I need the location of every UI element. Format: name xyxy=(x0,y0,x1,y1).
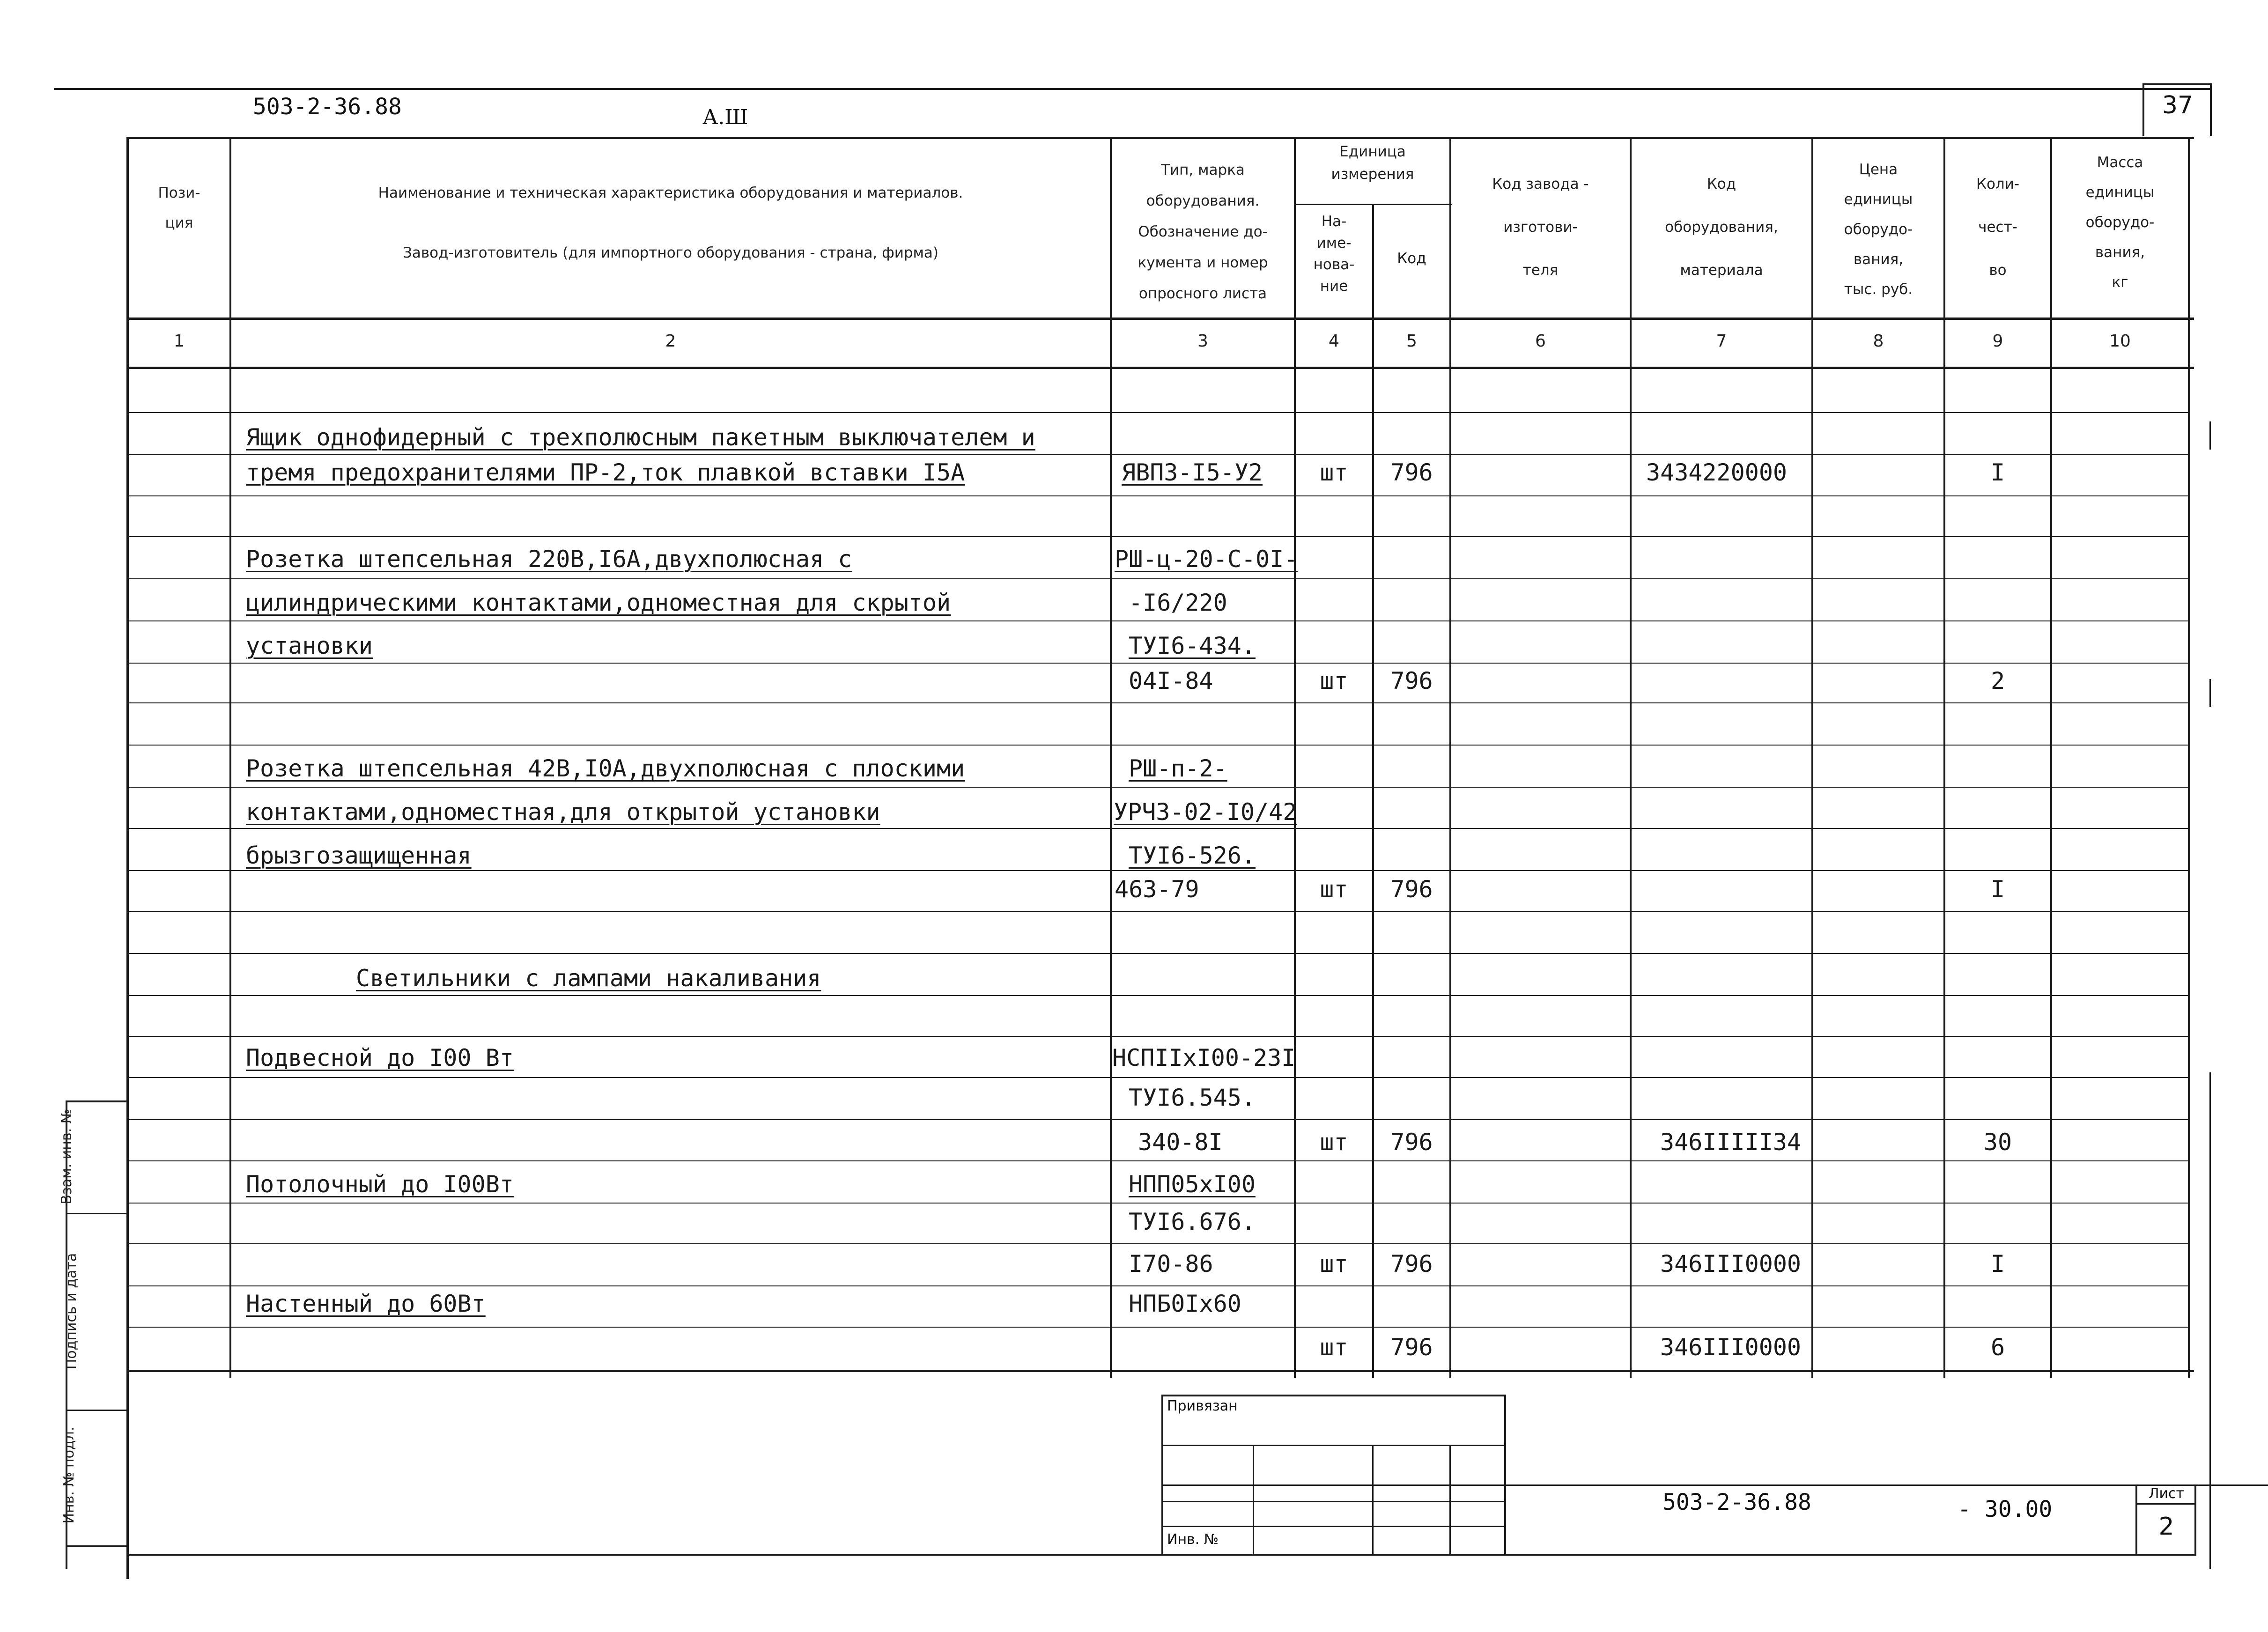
item-qty: I xyxy=(1990,459,2005,486)
item-name: Настенный до 60Вт xyxy=(246,1290,486,1317)
col-line-3 xyxy=(1294,137,1296,1378)
col-header-mass: Масса единицы оборудо- вания, кг xyxy=(2085,154,2155,291)
row-line xyxy=(129,870,2188,871)
margin-vzam: Взам. инв. № xyxy=(59,1109,75,1204)
col-number: 2 xyxy=(665,332,676,351)
row-line xyxy=(129,663,2188,664)
item-name: Розетка штепсельная 220В,I6А,двухполюсная с xyxy=(246,546,852,573)
col-header-unit-code: Код xyxy=(1397,250,1426,267)
stamp-sheet-label: Лист xyxy=(2148,1485,2185,1502)
row-line xyxy=(129,745,2188,746)
stamp-row-line xyxy=(1161,1484,2268,1486)
page-number-box-left xyxy=(2142,83,2144,136)
item-type: 04I-84 xyxy=(1129,667,1213,694)
row-line xyxy=(129,702,2188,703)
item-qty: 2 xyxy=(1990,667,2005,694)
item-name: Подвесной до I00 Вт xyxy=(246,1044,514,1071)
page-number-box-top xyxy=(2142,83,2212,85)
sheet-box-line xyxy=(2135,1484,2137,1555)
stamp-top-line xyxy=(1161,1395,1506,1396)
margin-podpis: Подпись и дата xyxy=(63,1253,80,1370)
col-header-type: Тип, марка оборудования. Обозначение до- кумента и номер опросного листа xyxy=(1138,162,1268,302)
stamp-col-line xyxy=(1449,1445,1451,1554)
table-top-line xyxy=(126,137,2194,139)
item-equip-code: 3434220000 xyxy=(1646,459,1788,486)
col-number: 5 xyxy=(1406,332,1417,351)
sheet-box-line xyxy=(2194,1484,2196,1555)
item-equip-code: 346III0000 xyxy=(1660,1250,1802,1278)
item-unit-code: 796 xyxy=(1390,1334,1433,1361)
item-qty: 30 xyxy=(1983,1129,2012,1156)
stamp-col-line xyxy=(1372,1445,1374,1554)
item-type: РШ-ц-20-С-0I- xyxy=(1115,546,1298,573)
item-unit: шт xyxy=(1320,459,1348,486)
item-qty: 6 xyxy=(1990,1334,2005,1361)
stamp-row-line xyxy=(1161,1501,1506,1502)
col-line-1 xyxy=(229,137,231,1378)
top-rule xyxy=(54,88,2210,90)
stamp-col-line xyxy=(1253,1445,1254,1554)
stamp-inv-no: Инв. № xyxy=(1167,1531,1219,1548)
item-name: тремя предохранителями ПР-2,ток плавкой вставки I5А xyxy=(246,459,965,486)
stamp-suffix: - 30.00 xyxy=(1958,1496,2053,1522)
item-unit: шт xyxy=(1320,1250,1348,1278)
col-number: 8 xyxy=(1873,332,1884,351)
col-line-7 xyxy=(1811,137,1813,1378)
edge-mark xyxy=(2209,421,2211,450)
page-number: 37 xyxy=(2162,91,2194,119)
row-line xyxy=(129,578,2188,579)
item-type: 463-79 xyxy=(1115,876,1199,903)
item-unit-code: 796 xyxy=(1390,459,1433,486)
margin-divider xyxy=(66,1213,126,1214)
row-line xyxy=(129,1327,2188,1328)
table-bottom-line xyxy=(126,1370,2194,1372)
item-equip-code: 346III0000 xyxy=(1660,1334,1802,1361)
col-header-price: Цена единицы оборудо- вания, тыс. руб. xyxy=(1844,161,1913,298)
table-left-border xyxy=(126,137,129,1579)
item-unit-code: 796 xyxy=(1390,1129,1433,1156)
row-line xyxy=(129,1243,2188,1244)
col-number: 7 xyxy=(1716,332,1727,351)
section-title: Светильники с лампами накаливания xyxy=(356,965,821,992)
row-line xyxy=(129,620,2188,621)
col-line-9 xyxy=(2050,137,2052,1378)
item-type: НПБ0Ix60 xyxy=(1129,1290,1241,1317)
col-header-unit-name: На- име- нова- ние xyxy=(1313,213,1355,295)
stamp-row-line xyxy=(1161,1445,1506,1446)
row-line xyxy=(129,536,2188,537)
row-line xyxy=(129,1285,2188,1286)
item-unit-code: 796 xyxy=(1390,667,1433,694)
item-name: брызгозащищенная xyxy=(246,842,472,869)
col-number: 6 xyxy=(1535,332,1546,351)
stamp-bottom-line xyxy=(126,1554,2196,1556)
col-header-plant-code: Код завода - изготови- теля xyxy=(1492,176,1589,279)
row-line xyxy=(129,495,2188,496)
row-line xyxy=(129,412,2188,413)
item-type: ТУI6.545. xyxy=(1129,1084,1256,1111)
row-line xyxy=(129,787,2188,788)
row-line xyxy=(129,828,2188,829)
stamp-left-line xyxy=(1161,1395,1163,1554)
col-header-name: Наименование и техническая характеристика оборудования и материалов. Завод-изготовитель (для импортного оборудования - страна, фирма) xyxy=(378,185,963,261)
item-name: контактами,одноместная,для открытой установки xyxy=(246,798,880,826)
margin-divider xyxy=(66,1410,126,1411)
page-number-box-right xyxy=(2210,83,2212,136)
col-line-4 xyxy=(1372,204,1374,1378)
stamp-doc-code: 503-2-36.88 xyxy=(1662,1489,1811,1515)
stamp-sheet-number: 2 xyxy=(2158,1513,2174,1541)
col-number: 10 xyxy=(2109,332,2131,351)
item-type: НСПIIxI00-23I xyxy=(1112,1044,1296,1071)
item-type: УРЧ3-02-I0/42 xyxy=(1114,798,1297,826)
item-unit: шт xyxy=(1320,876,1348,903)
item-type: ЯВП3-I5-У2 xyxy=(1122,459,1263,486)
item-type: ТУI6-526. xyxy=(1129,842,1256,869)
item-type: -I6/220 xyxy=(1129,589,1227,616)
item-name: Розетка штепсельная 42В,I0А,двухполюсная с плоскими xyxy=(246,755,965,782)
edge-mark xyxy=(2209,1072,2211,1569)
row-line xyxy=(129,1077,2188,1078)
stamp-right-line xyxy=(1504,1395,1506,1554)
margin-bottom-line xyxy=(66,1545,126,1547)
item-unit: шт xyxy=(1320,667,1348,694)
header-bottom-line xyxy=(126,318,2194,320)
item-name: установки xyxy=(246,632,373,659)
row-line xyxy=(129,1203,2188,1204)
col-header-unit: Единица измерения xyxy=(1331,143,1414,183)
margin-inv-podl: Инв. № подл. xyxy=(61,1426,77,1524)
col-header-qty: Коли- чест- во xyxy=(1976,176,2020,279)
item-unit: шт xyxy=(1320,1334,1348,1361)
item-type: I70-86 xyxy=(1129,1250,1213,1278)
item-name: цилиндрическими контактами,одноместная для скрытой xyxy=(246,589,951,616)
row-line xyxy=(129,454,2188,455)
col-number: 4 xyxy=(1329,332,1339,351)
sheet-box-line xyxy=(2135,1503,2196,1505)
item-qty: I xyxy=(1990,1250,2005,1278)
item-name: Потолочный до I00Вт xyxy=(246,1171,514,1198)
item-type: ТУI6-434. xyxy=(1129,632,1256,659)
numbers-bottom-line xyxy=(126,367,2194,369)
col-number: 1 xyxy=(174,332,185,351)
col-number: 3 xyxy=(1197,332,1208,351)
item-type: НПП05xI00 xyxy=(1129,1171,1256,1198)
album-label: А.Ш xyxy=(702,105,748,129)
col-line-5 xyxy=(1449,137,1451,1378)
stamp-row-line xyxy=(1161,1526,1506,1527)
item-type: 340-8I xyxy=(1138,1129,1223,1156)
item-unit: шт xyxy=(1320,1129,1348,1156)
item-name: Ящик однофидерный с трехполюсным пакетным выключателем и xyxy=(246,424,1035,451)
col-header-position: Пози- ция xyxy=(158,185,200,231)
item-qty: I xyxy=(1990,876,2005,903)
edge-mark xyxy=(2209,679,2211,707)
item-type: РШ-п-2- xyxy=(1129,755,1227,782)
col-header-equip-code: Код оборудования, материала xyxy=(1665,176,1778,279)
item-type: ТУI6.676. xyxy=(1129,1208,1256,1235)
col-line-6 xyxy=(1630,137,1632,1378)
item-unit-code: 796 xyxy=(1390,1250,1433,1278)
col-line-8 xyxy=(1943,137,1945,1378)
row-line xyxy=(129,911,2188,912)
row-line xyxy=(129,1119,2188,1120)
row-line xyxy=(129,1160,2188,1161)
item-unit-code: 796 xyxy=(1390,876,1433,903)
table-right-border xyxy=(2188,137,2190,1378)
doc-code: 503-2-36.88 xyxy=(253,94,402,120)
stamp-privyazan: Привязан xyxy=(1167,1398,1238,1414)
row-line xyxy=(129,953,2188,954)
col-number: 9 xyxy=(1992,332,2003,351)
row-line xyxy=(129,1036,2188,1037)
col-line-2 xyxy=(1110,137,1112,1378)
item-equip-code: 346IIIII34 xyxy=(1660,1129,1802,1156)
row-line xyxy=(129,995,2188,996)
